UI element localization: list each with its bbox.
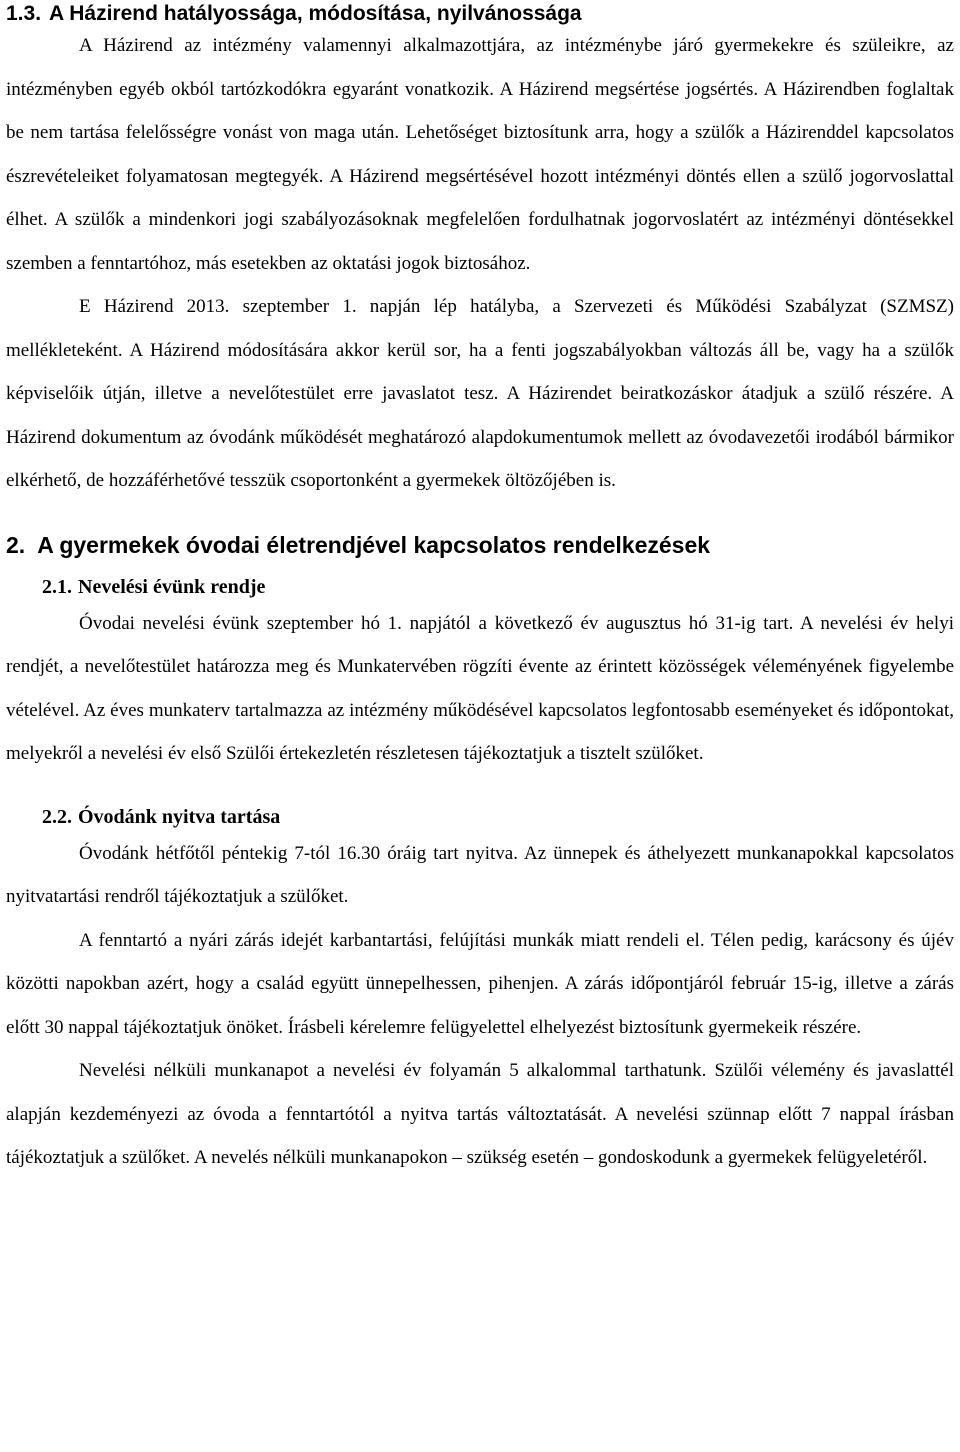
section-title: A gyermekek óvodai életrendjével kapcsolatos rendelkezések [37,531,711,558]
paragraph: A Házirend az intézmény valamennyi alkalmazottjára, az intézménybe járó gyermekekre és szüleikre, az intézményben egyéb okból tartózkodókra egyaránt vonatkozik. A Házirend megsértése jogsértés. A Házirendben foglaltak be nem tartása felelősségre vonást von maga után. Lehetőséget biztosítunk arra, hogy a szülők a Házirenddel kapcsolatos észrevételeiket folyamatosan megtegyék. A Házirend megsértésével hozott intézményi döntés ellen a szülő jogorvoslattal élhet. A szülők a mindenkori jogi szabályozásoknak megfelelően fordulhatnak jogorvoslatért az intézményi döntésekkel szemben a fenntartóhoz, más esetekben az oktatási jogok biztosához. [6,35,954,274]
paragraph: Óvodánk hétfőtől péntekig 7-tól 16.30 óráig tart nyitva. Az ünnepek és áthelyezett munkanapokkal kapcsolatos nyitvatartási rendről tájékoztatjuk a szülőket. [6,842,954,907]
paragraph: A fenntartó a nyári zárás idejét karbantartási, felújítási munkák miatt rendeli el. Télen pedig, karácsony és újév közötti napokban azért, hogy a család együtt ünnepelhessen, pihenjen. A zárás időpontjáról február 15-ig, illetve a zárás előtt 30 nappal tájékoztatjuk önöket. Írásbeli kérelemre felügyelettel elhelyezést biztosítunk gyermekeik részére. [6,929,954,1038]
section-number: 1.3. [6,2,42,25]
section-2-2-heading [42,802,954,832]
section-2-heading [6,530,954,560]
section-number: 2. [6,531,26,558]
document-page [6,0,954,1180]
section-1-3-heading [6,0,954,27]
section-number: 2.1. [42,575,72,598]
paragraph: Nevelési nélküli munkanapot a nevelési év folyamán 5 alkalommal tarthatunk. Szülői vélemény és javaslattél alapján kezdeményezi az óvoda a fenntartótól a nyitva tartás változtatását. A nevelési szünnap előtt 7 nappal írásban tájékoztatjuk a szülőket. A nevelés nélküli munkanapokon – szükség esetén – gondoskodunk a gyermekek felügyeletéről. [6,1060,954,1168]
section-title: A Házirend hatályossága, módosítása, nyilvánossága [49,2,582,25]
section-2-1-heading [42,572,954,602]
section-title: Óvodánk nyitva tartása [78,805,281,828]
section-number: 2.2. [42,805,72,828]
section-title: Nevelési évünk rendje [78,575,266,598]
paragraph: E Házirend 2013. szeptember 1. napján lép hatályba, a Szervezeti és Működési Szabályzat (SZMSZ) mellékleteként. A Házirend módosítására akkor kerül sor, ha a fenti jogszabályokban változás áll be, vagy ha a szülők képviselőik útján, illetve a nevelőtestület erre javaslatot tesz. A Házirendet beiratkozáskor átadjuk a szülő részére. A Házirend dokumentum az óvodánk működését meghatározó alapdokumentumok mellett az óvodavezetői irodából bármikor elkérhető, de hozzáférhetővé tesszük csoportonként a gyermekek öltözőjében is. [6,296,954,491]
paragraph: Óvodai nevelési évünk szeptember hó 1. napjától a következő év augusztus hó 31-ig tart. A nevelési év helyi rendjét, a nevelőtestület határozza meg és Munkatervében rögzíti évente az érintett közösségek véleményének figyelembe vételével. Az éves munkaterv tartalmazza az intézmény működésével kapcsolatos legfontosabb eseményeket és időpontokat, melyekről a nevelési év első Szülői értekezletén részletesen tájékoztatjuk a tisztelt szülőket. [6,612,954,764]
